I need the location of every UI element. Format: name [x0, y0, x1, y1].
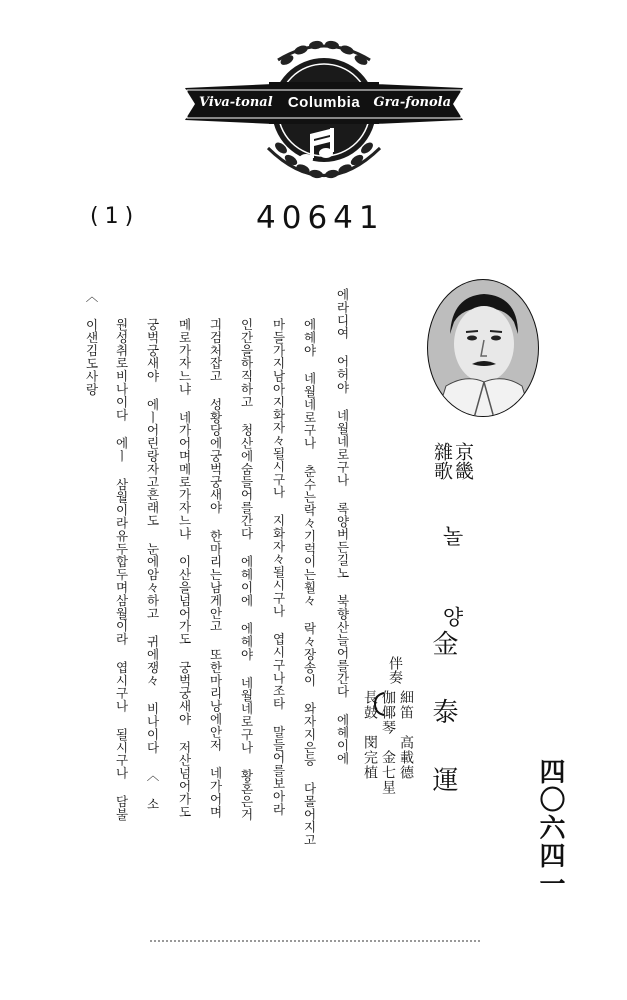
accompaniment-label: 伴奏 [387, 656, 403, 684]
logo-left-text: Viva-tonal [199, 95, 273, 110]
lyric-line: 에헤야 네월네로구나 춘수는락々기럭이는훨々 락々장송이 와자지은등 다몰어지고 [302, 318, 317, 847]
genre-line-2: 雜歌 [431, 442, 453, 480]
logo-right-text: Gra-fonola [373, 95, 451, 110]
lyric-line: 에라디여 어허야 네월네로구나 록양버든길노 북향산늘어를간다 에헤이에 [335, 288, 350, 765]
bottom-dotted-divider [150, 940, 480, 944]
lyric-line: 궁벅궁새야 에ㅣ어린랑자고흔래도 눈에암々하고 귀에쟁々 비나이다 〈 소 [145, 318, 160, 811]
accompaniment-item: 細笛 高載德 [398, 690, 414, 780]
record-number: 40641 [256, 200, 385, 236]
lyric-line: 메로가자느냐 네가어며메로가자느냐 이산을넘어가도 궁벅궁새야 저산넘어가도 [177, 318, 192, 819]
lyric-line: 마들가지남아지화자々될시구나 지화자々될시구나 엽시구나조타 말들어를보아라 [271, 318, 286, 816]
accompaniment-item: 伽倻琴 金七星 [380, 690, 396, 795]
lyric-line: 원성취로비나이다 에ㅣ 삼월이라유두합두며삼월이라 엽시구나 될시구나 담불 [114, 318, 129, 821]
lyric-line: 긔검처잡고 성황당에궁벅궁새야 한마리는남게안고 또한마리낭에안저 네가어며 [208, 318, 223, 819]
catalog-number: 四〇六四一 [535, 758, 565, 898]
side-label: (1) [90, 204, 140, 229]
genre-line-1: 京畿 [452, 442, 474, 480]
columbia-logo [183, 38, 465, 188]
singer-name: 金泰運 [428, 630, 458, 834]
singer-portrait [426, 278, 540, 418]
lyric-line: 〈 이샌김도사랑 [84, 290, 99, 396]
song-title: 놀 양 [440, 525, 464, 645]
logo-brand-name: Columbia [287, 94, 361, 111]
lyric-line: 인간을하직하고 청산에숨들어를간다 에헤이에 에헤야 네월네로구나 황혼은거 [239, 318, 254, 821]
accompaniment-item: 長鼓 閔完植 [362, 690, 378, 780]
